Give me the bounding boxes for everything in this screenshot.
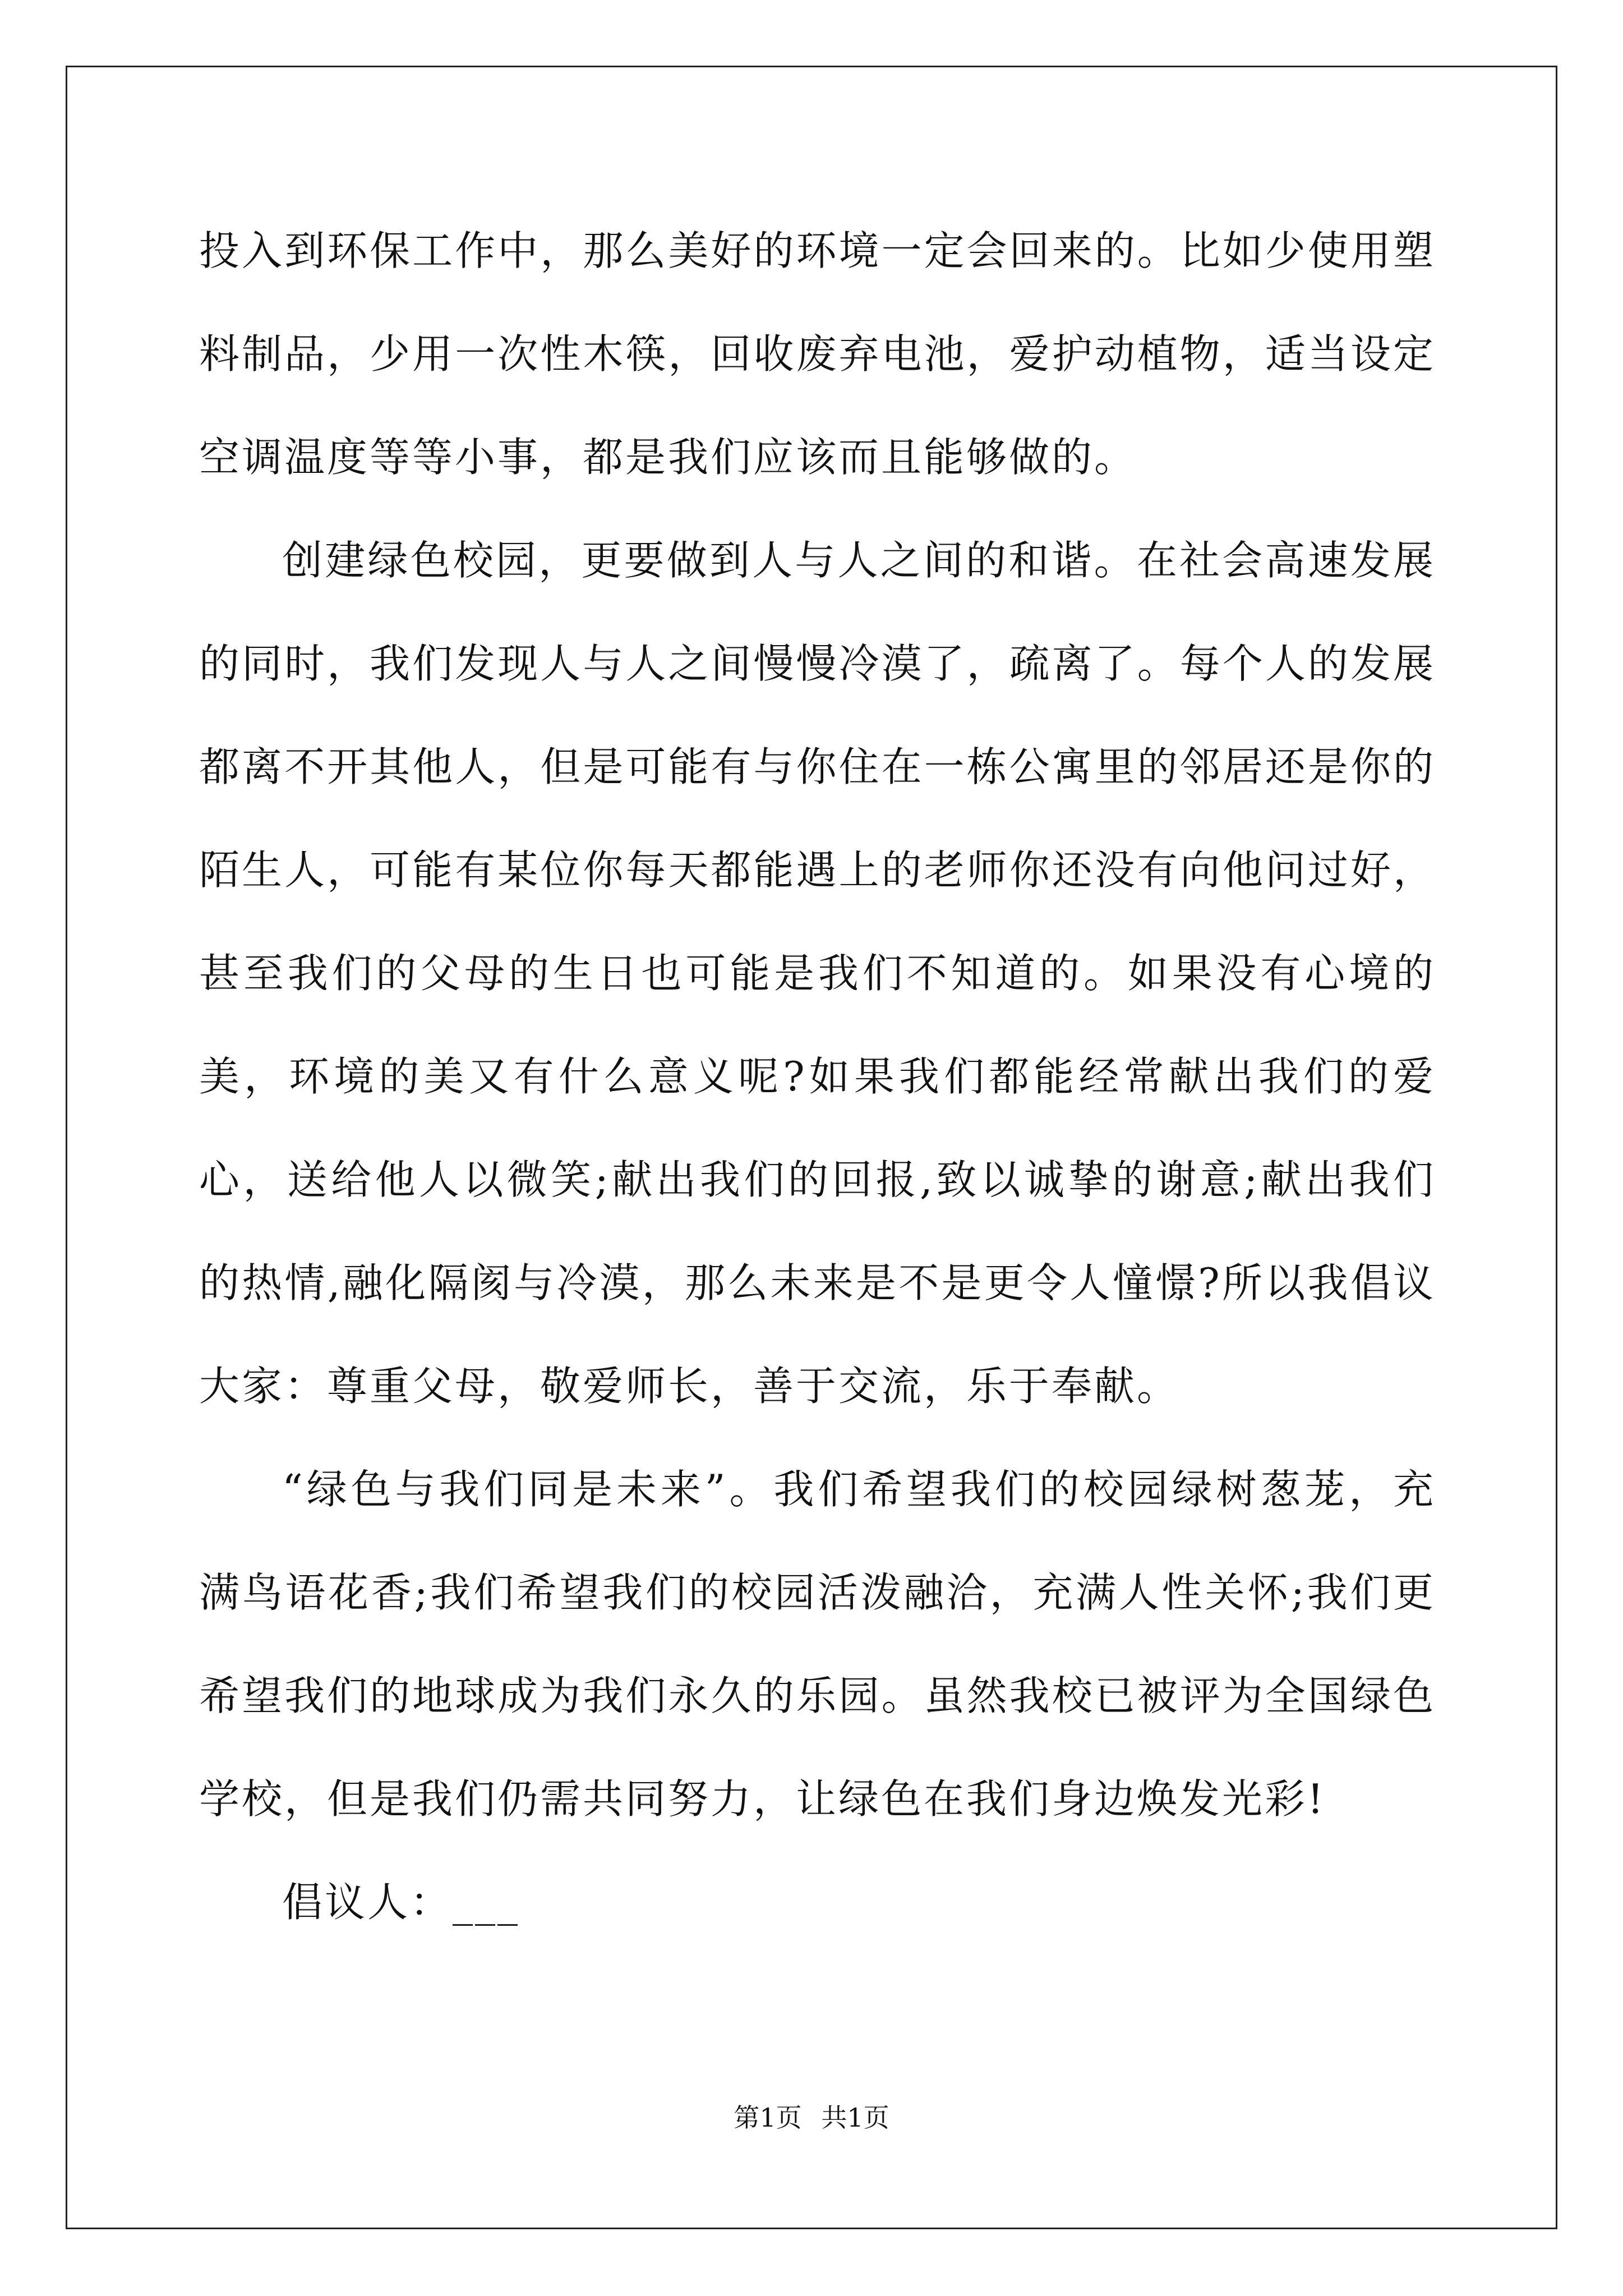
page-total: 共1页: [821, 2102, 889, 2133]
page-footer: [0, 2101, 1623, 2134]
document-body: [199, 199, 1436, 1954]
page-number: 第1页: [734, 2102, 802, 2133]
paragraph-3: “绿色与我们同是未来”。我们希望我们的校园绿树葱茏，充满鸟语花香;我们希望我们的校园活泼融洽，充满人性关怀;我们更希望我们的地球成为我们永久的乐园。虽然我校已被评为全国绿色学校，但是我们仍需共同努力，让绿色在我们身边焕发光彩!: [199, 1466, 1436, 1823]
paragraph-2: 创建绿色校园，更要做到人与人之间的和谐。在社会高速发展的同时，我们发现人与人之间慢慢冷漠了，疏离了。每个人的发展都离不开其他人，但是可能有与你住在一栋公寓里的邻居还是你的陌生人，可能有某位你每天都能遇上的老师你还没有向他问过好，甚至我们的父母的生日也可能是我们不知道的。如果没有心境的美，环境的美又有什么意义呢?如果我们都能经常献出我们的爱心，送给他人以微笑;献出我们的回报,致以诚挚的谢意;献出我们的热情,融化隔阂与冷漠，那么未来是不是更令人憧憬?所以我倡议大家：尊重父母，敬爱师长，善于交流，乐于奉献。: [199, 537, 1436, 1410]
signature-line: 倡议人：___: [282, 1879, 520, 1926]
paragraph-1: 投入到环保工作中，那么美好的环境一定会回来的。比如少使用塑料制品，少用一次性木筷，回收废弃电池，爱护动植物，适当设定空调温度等等小事，都是我们应该而且能够做的。: [199, 227, 1436, 481]
